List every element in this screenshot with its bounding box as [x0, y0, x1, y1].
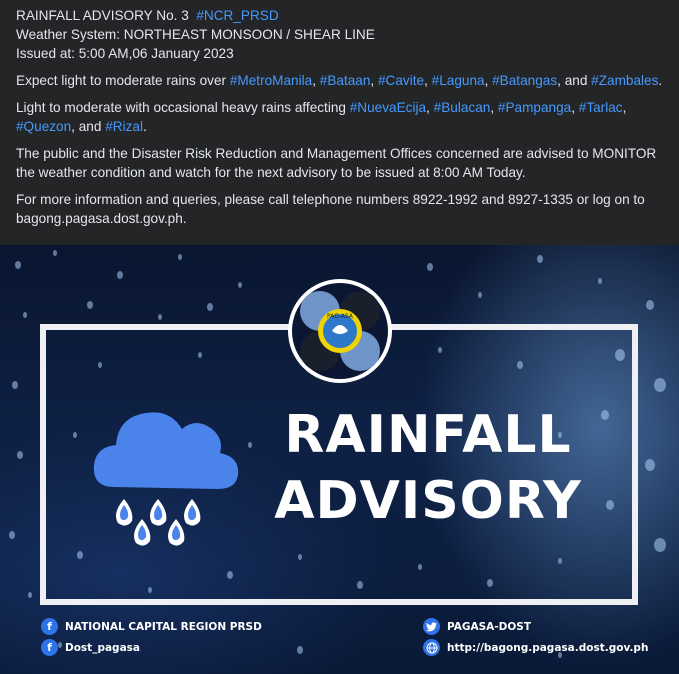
- facebook-page-link[interactable]: [41, 618, 262, 635]
- facebook-icon: f: [41, 639, 58, 656]
- contact-paragraph: For more information and queries, please call telephone numbers 8922-1992 and 8927-1335 or log on to bagong.pagasa.dost.gov.ph.: [16, 192, 645, 226]
- forecast-paragraph-1: Expect light to moderate rains over #MetroManila, #Bataan, #Cavite, #Laguna, #Batangas, and #Zambales.: [16, 73, 663, 88]
- globe-shape: [426, 642, 438, 654]
- advisory-number: RAINFALL ADVISORY No. 3: [16, 8, 189, 23]
- twitter-icon: [423, 618, 440, 635]
- hashtag-quezon[interactable]: #Quezon: [16, 119, 72, 134]
- para1-end: .: [658, 73, 663, 88]
- issued-at-line: Issued at: 5:00 AM,06 January 2023: [16, 46, 234, 61]
- hashtag-tarlac[interactable]: #Tarlac: [578, 100, 623, 115]
- facebook-page-label: NATIONAL CAPITAL REGION PRSD: [65, 620, 262, 633]
- hashtag-bataan[interactable]: #Bataan: [319, 73, 371, 88]
- website-link[interactable]: [423, 639, 648, 656]
- facebook-icon: f: [41, 618, 58, 635]
- para2-and: , and: [71, 119, 102, 134]
- banner-title-advisory: ADVISORY: [274, 471, 582, 531]
- twitter-handle-label: PAGASA-DOST: [447, 620, 532, 633]
- hashtag-bulacan[interactable]: #Bulacan: [433, 100, 491, 115]
- hashtag-metro-manila[interactable]: #MetroManila: [229, 73, 313, 88]
- logo-text: PAG-ASA: [326, 313, 354, 320]
- hashtag-ncr-prsd[interactable]: #NCR_PRSD: [196, 8, 279, 23]
- forecast-paragraph-2: Light to moderate with occasional heavy rains affecting #NuevaEcija, #Bulacan, #Pampanga, #Tarlac, #Quezon, and #Rizal.: [16, 100, 627, 134]
- facebook-handle-label: Dost_pagasa: [65, 641, 140, 654]
- hashtag-rizal[interactable]: #Rizal: [105, 119, 143, 134]
- para2-end: .: [142, 119, 147, 134]
- facebook-handle-link[interactable]: [41, 639, 140, 656]
- pagasa-logo: [284, 275, 396, 387]
- hashtag-batangas[interactable]: #Batangas: [492, 73, 558, 88]
- globe-icon: [423, 639, 440, 656]
- banner-title-rainfall: RAINFALL: [284, 405, 572, 465]
- hashtag-laguna[interactable]: #Laguna: [431, 73, 485, 88]
- rain-cloud-icon: [92, 395, 242, 555]
- advice-paragraph: The public and the Disaster Risk Reduction and Management Offices concerned are advised to MONITOR the weather condition and watch for the next advisory to be issued at 8:00 AM Today.: [16, 146, 657, 180]
- hashtag-cavite[interactable]: #Cavite: [377, 73, 425, 88]
- hashtag-zambales[interactable]: #Zambales: [591, 73, 659, 88]
- hashtag-nueva-ecija[interactable]: #NuevaEcija: [349, 100, 427, 115]
- para1-and: , and: [557, 73, 588, 88]
- weather-system-line: Weather System: NORTHEAST MONSOON / SHEAR LINE: [16, 27, 375, 42]
- website-label: http://bagong.pagasa.dost.gov.ph: [447, 641, 649, 654]
- hashtag-pampanga[interactable]: #Pampanga: [497, 100, 572, 115]
- advisory-title-line: [16, 6, 663, 25]
- post-text: [0, 0, 679, 245]
- para1-prefix: Expect light to moderate rains over: [16, 73, 230, 88]
- twitter-handle-link[interactable]: [423, 618, 531, 635]
- twitter-bird-shape: [426, 622, 437, 632]
- advisory-banner-image[interactable]: [0, 245, 679, 674]
- para2-prefix: Light to moderate with occasional heavy rains affecting: [16, 100, 350, 115]
